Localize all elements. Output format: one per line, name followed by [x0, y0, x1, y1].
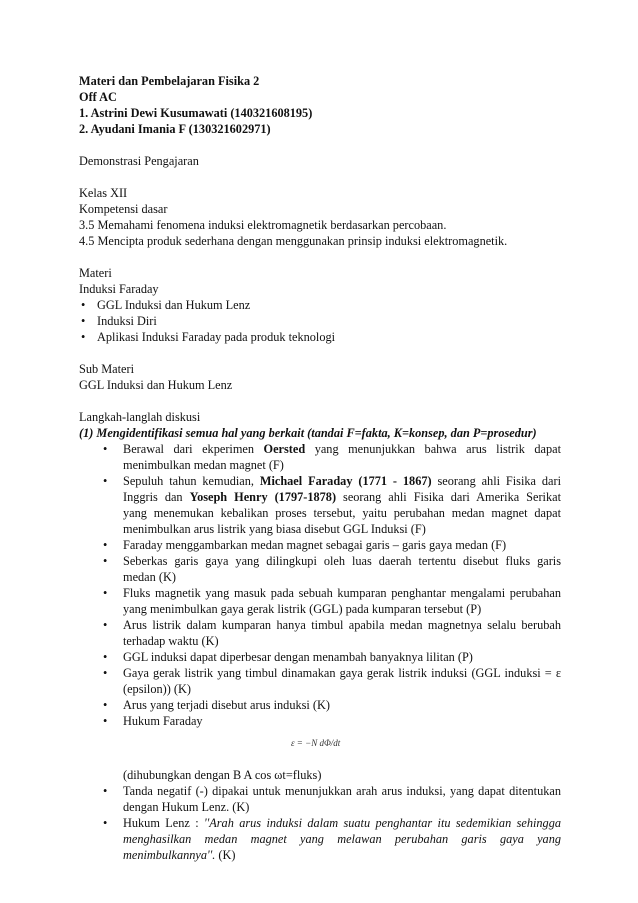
doc-subtitle: Off AC [79, 90, 117, 104]
sub-materi-title: GGL Induksi dan Hukum Lenz [79, 378, 233, 392]
discussion-list [79, 441, 561, 863]
list-item: • Arus yang terjadi disebut arus induksi (K) [99, 697, 561, 713]
list-item: • GGL induksi dapat diperbesar dengan menambah banyaknya lilitan (P) [99, 649, 561, 665]
step-1-heading: (1) Mengidentifikasi semua hal yang berkait (tandai F=fakta, K=konsep, dan P=prosedur) [79, 426, 537, 440]
doc-title: Materi dan Pembelajaran Fisika 2 [79, 74, 260, 88]
document-page [79, 73, 561, 863]
materi-item: • Aplikasi Induksi Faraday pada produk teknologi [79, 329, 561, 345]
kompetensi-label: Kompetensi dasar [79, 202, 168, 216]
list-item: • Seberkas garis gaya yang dilingkupi oleh luas daerah tertentu disebut fluks garis medan (K) [99, 553, 561, 585]
materi-item: • GGL Induksi dan Hukum Lenz [79, 297, 561, 313]
list-item: • Fluks magnetik yang masuk pada sebuah kumparan penghantar mengalami perubahan yang menimbulkan gaya gerak listrik (GGL) pada kumparan tersebut (P) [99, 585, 561, 617]
list-item: • Arus listrik dalam kumparan hanya timbul apabila medan magnetnya selalu berubah terhadap waktu (K) [99, 617, 561, 649]
list-item: • Gaya gerak listrik yang timbul dinamakan gaya gerak listrik induksi (GGL induksi = ε (epsilon)) (K) [99, 665, 561, 697]
list-item: • Hukum Faraday [99, 713, 561, 729]
formula-text: ε = −N dΦ/dt [291, 738, 341, 748]
kelas-label: Kelas XII [79, 186, 128, 200]
list-item: • Sepuluh tahun kemudian, Michael Faraday (1771 - 1867) seorang ahli Fisika dari Inggris dan Yoseph Henry (1797-1878) seorang ahli Fisika dari Amerika Serikat yang menemukan kebalikan proses tersebut, yaitu perubahan medan magnet dapat menimbulkan arus listrik yang biasa disebut GGL Induksi (F) [99, 473, 561, 537]
list-item: • Tanda negatif (-) dipakai untuk menunjukkan arah arus induksi, yang dapat ditentukan dengan Hukum Lenz. (K) [99, 783, 561, 815]
materi-item: • Induksi Diri [79, 313, 561, 329]
demo-label: Demonstrasi Pengajaran [79, 154, 199, 168]
faraday-name: Michael Faraday (1771 - 1867) [259, 474, 432, 488]
faraday-formula [123, 729, 561, 761]
sub-materi-heading: Sub Materi [79, 362, 134, 376]
formula-note: (dihubungkan dengan B A cos ωt=fluks) [123, 768, 322, 782]
langkah-heading: Langkah-langlah diskusi [79, 410, 201, 424]
list-item: • Faraday menggambarkan medan magnet sebagai garis – garis gaya medan (F) [99, 537, 561, 553]
materi-heading: Materi [79, 266, 112, 280]
list-item: • Berawal dari ekperimen Oersted yang menunjukkan bahwa arus listrik dapat menimbulkan medan magnet (F) [99, 441, 561, 473]
henry-name: Yoseph Henry (1797-1878) [189, 490, 337, 504]
author-2: 2. Ayudani Imania F (130321602971) [79, 122, 271, 136]
kd-4-5: 4.5 Mencipta produk sederhana dengan menggunakan prinsip induksi elektromagnetik. [79, 234, 508, 248]
author-1: 1. Astrini Dewi Kusumawati (140321608195) [79, 106, 313, 120]
kd-3-5: 3.5 Memahami fenomena induksi elektromagnetik berdasarkan percobaan. [79, 218, 447, 232]
list-item: • Hukum Lenz : ''Arah arus induksi dalam suatu penghantar itu sedemikian sehingga menghasilkan medan magnet yang melawan perubahan garis gaya yang menimbulkannya''. (K) [99, 815, 561, 863]
materi-title: Induksi Faraday [79, 282, 159, 296]
oersted-name: Oersted [263, 442, 306, 456]
